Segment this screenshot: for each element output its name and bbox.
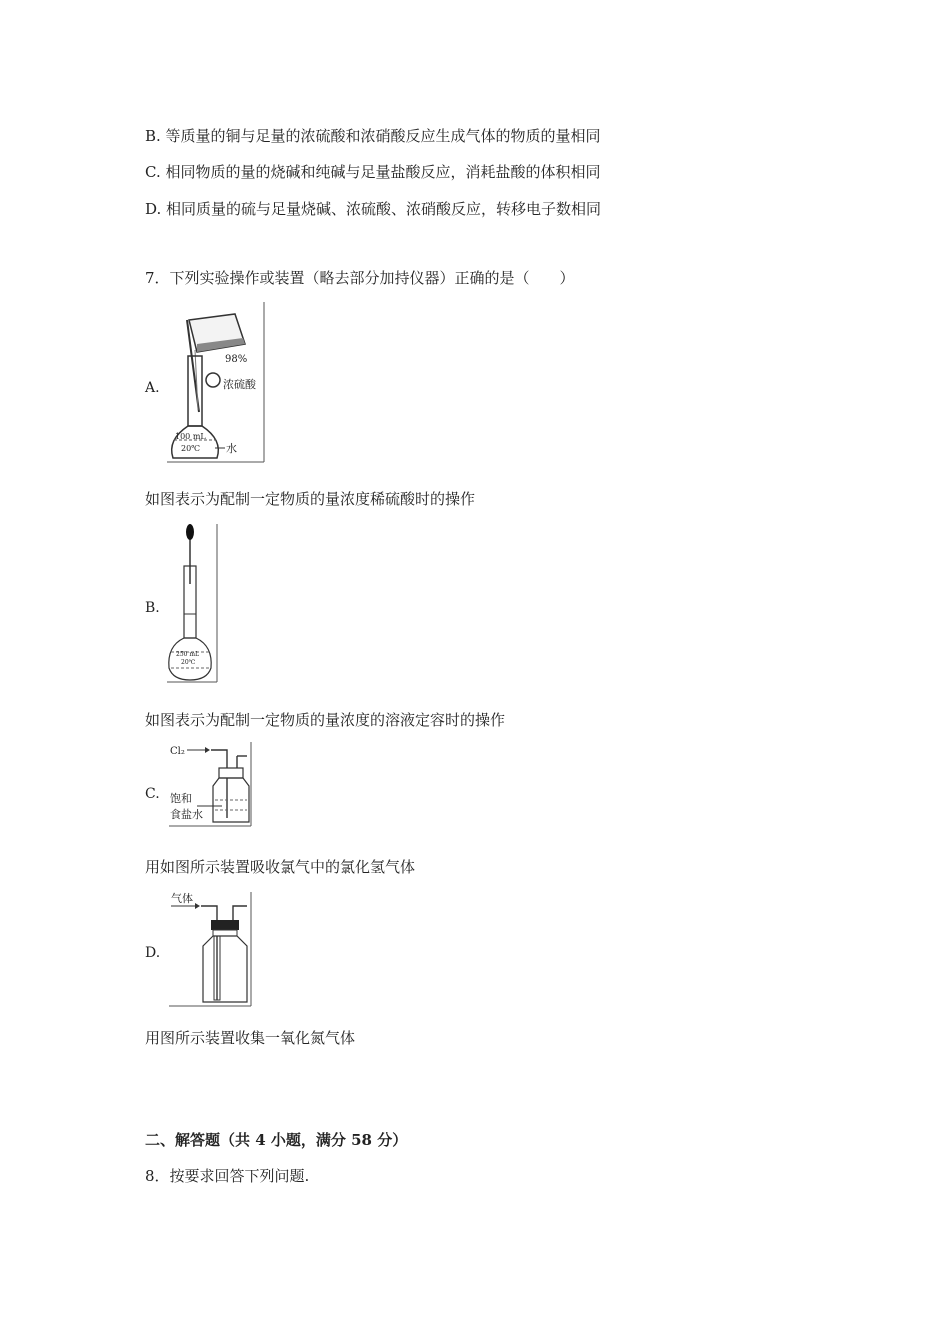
liquid-label-1: 饱和 <box>170 792 192 805</box>
acid-percent-label: 98% <box>225 354 248 365</box>
gas-label: 气体 <box>171 892 193 905</box>
q6-option-b: B. 等质量的铜与足量的浓硫酸和浓硝酸反应生成气体的物质的量相同 <box>145 127 601 145</box>
q7-option-b-label: B. <box>145 600 160 616</box>
acid-name-label: 浓硫酸 <box>223 378 256 391</box>
volumetric-flask-dropper-icon <box>165 522 221 684</box>
flask-b-temp-label: 20℃ <box>181 659 196 666</box>
volumetric-flask-pouring-acid-icon <box>165 300 267 464</box>
q7-option-d-label: D. <box>145 945 161 961</box>
q6-option-c: C. 相同物质的量的烧碱和纯碱与足量盐酸反应，消耗盐酸的体积相同 <box>145 163 601 181</box>
q7-option-c-caption: 用如图所示装置吸收氯气中的氯化氢气体 <box>145 858 416 876</box>
section-title: 二、解答题（共 4 小题，满分 58 分） <box>145 1131 408 1149</box>
q7-option-d-caption: 用图所示装置收集一氧化氮气体 <box>145 1029 356 1047</box>
q7-stem: 7．下列实验操作或装置（略去部分加持仪器）正确的是（ ） <box>145 269 575 287</box>
q7-option-b-caption: 如图表示为配制一定物质的量浓度的溶液定容时的操作 <box>145 711 506 729</box>
q7-option-a-label: A. <box>145 380 160 396</box>
gas-washing-bottle-icon <box>167 740 253 828</box>
water-label: 水 <box>226 442 237 455</box>
flask-b-volume-label: 250 mL <box>176 651 200 658</box>
q7-option-c-label: C. <box>145 786 160 802</box>
gas-collection-bottle-icon <box>167 890 253 1008</box>
flask-volume-label: 100 mL <box>175 432 206 441</box>
flask-temp-label: 20℃ <box>181 444 201 453</box>
q6-option-d: D. 相同质量的硫与足量烧碱、浓硫酸、浓硝酸反应，转移电子数相同 <box>145 200 602 218</box>
q8-stem: 8．按要求回答下列问题. <box>145 1167 310 1185</box>
q7-option-a-caption: 如图表示为配制一定物质的量浓度稀硫酸时的操作 <box>145 490 476 508</box>
liquid-label-2: 食盐水 <box>170 808 203 821</box>
chlorine-label: Cl₂ <box>170 746 185 757</box>
